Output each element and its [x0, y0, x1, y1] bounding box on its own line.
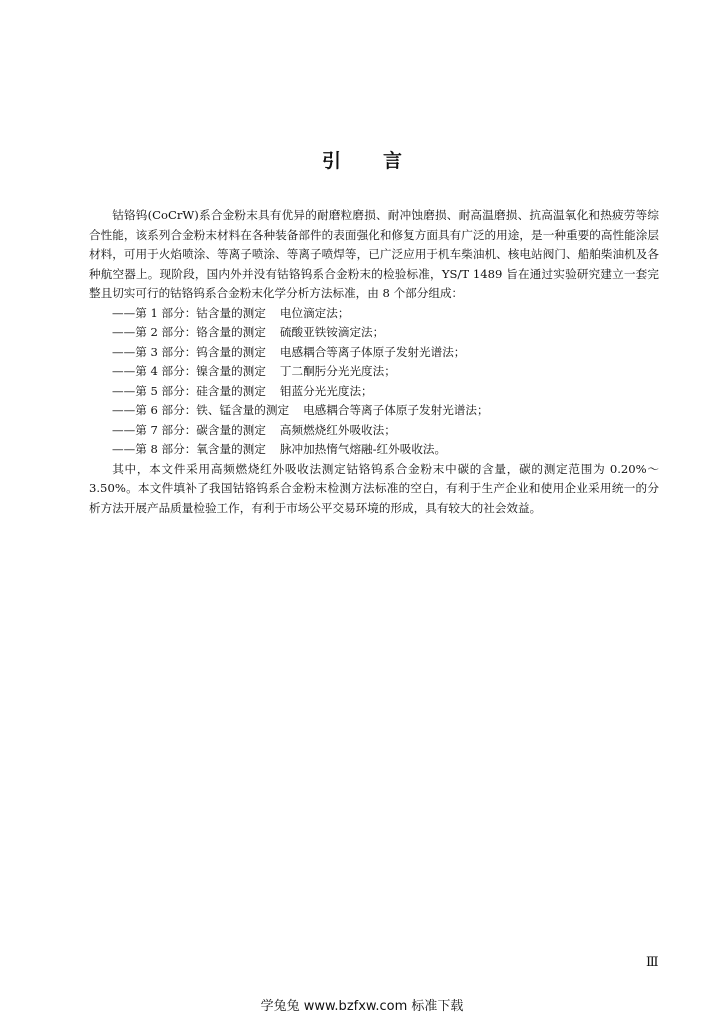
- title-char-2: 言: [383, 150, 403, 172]
- part-label: ——第 1 部分：钴含量的测定: [112, 305, 266, 320]
- list-item: [89, 382, 659, 402]
- part-label: ——第 8 部分：氧含量的测定: [112, 442, 266, 456]
- list-item: [89, 323, 659, 343]
- page-number: Ⅲ: [646, 955, 659, 970]
- list-item: [89, 343, 659, 363]
- closing-paragraph: 其中，本文件采用高频燃烧红外吸收法测定钴铬钨系合金粉末中碳的含量，碳的测定范围为 0.20%～3.50%。本文件填补了我国钴铬钨系合金粉末检测方法标准的空白，有利于生产企业和使用企业采用统一的分析方法开展产品质量检验工作，有利于市场公平交易环境的形成，具有较大的社会效益。: [89, 461, 659, 515]
- part-method: 电感耦合等离子体原子发射光谱法；: [279, 344, 466, 359]
- part-label: ——第 3 部分：钨含量的测定: [112, 344, 266, 359]
- part-label: ——第 2 部分：铬含量的测定: [112, 325, 266, 339]
- page-title: [0, 146, 724, 173]
- part-method: 硫酸亚铁铵滴定法；: [279, 325, 385, 339]
- list-item: [89, 401, 659, 421]
- list-item: [89, 304, 659, 324]
- list-item: [89, 421, 659, 441]
- part-label: ——第 5 部分：硅含量的测定: [112, 383, 266, 398]
- part-method: 脉冲加热惰气熔融-红外吸收法。: [279, 442, 447, 456]
- part-method: 高频燃烧红外吸收法；: [279, 422, 396, 437]
- part-method: 丁二酮肟分光光度法；: [279, 364, 396, 378]
- intro-paragraph: 钴铬钨(CoCrW)系合金粉末具有优异的耐磨粒磨损、耐冲蚀磨损、耐高温磨损、抗高温氧化和热疲劳等综合性能，该系列合金粉末材料在各种装备部件的表面强化和修复方面具有广泛的用途，是一种重要的高性能涂层材料，可用于火焰喷涂、等离子喷涂、等离子喷焊等，已广泛应用于机车柴油机、核电站阀门、船舶柴油机及各种航空器上。现阶段，国内外并没有钴铬钨系合金粉末的检验标准，YS/T 1489 旨在通过实验研究建立一套完整且切实可行的钴铬钨系合金粉末化学分析方法标准，由 8 个部分组成：: [89, 208, 659, 300]
- list-item: [89, 440, 659, 460]
- part-label: ——第 7 部分：碳含量的测定: [112, 422, 266, 437]
- list-item: [89, 362, 659, 382]
- part-method: 电位滴定法；: [279, 305, 350, 320]
- part-label: ——第 4 部分：镍含量的测定: [112, 364, 266, 378]
- title-char-1: 引: [321, 150, 341, 172]
- footer-watermark: 学兔兔 www.bzfxw.com 标准下载: [260, 999, 464, 1014]
- part-label: ——第 6 部分：铁、锰含量的测定: [112, 403, 290, 417]
- part-method: 电感耦合等离子体原子发射光谱法；: [303, 403, 489, 417]
- part-method: 钼蓝分光光度法；: [279, 383, 373, 398]
- document-body: [89, 206, 659, 518]
